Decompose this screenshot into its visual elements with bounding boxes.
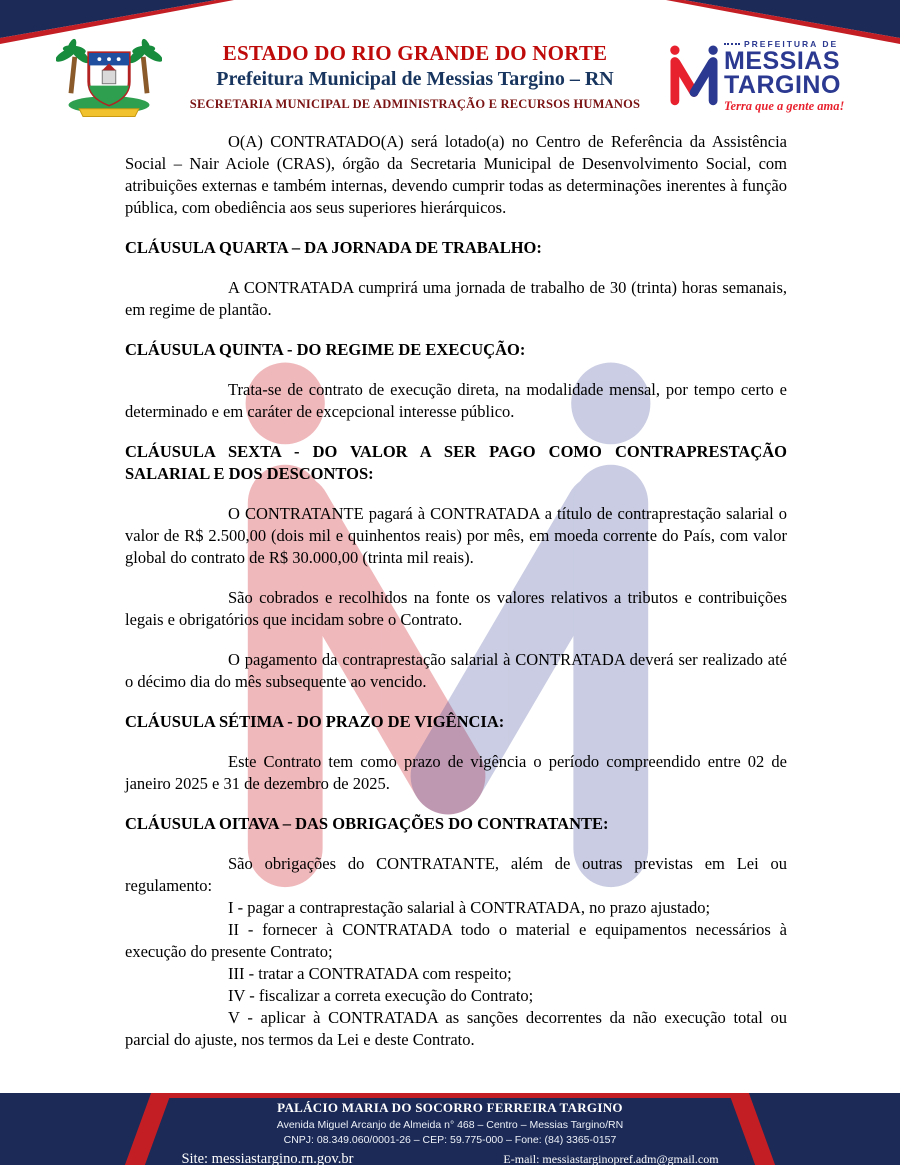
page-footer [0,1093,900,1165]
secretariat-title: SECRETARIA MUNICIPAL DE ADMINISTRAÇÃO E RECURSOS HUMANOS [189,96,641,111]
doc-paragraph: Trata-se de contrato de execução direta, na modalidade mensal, por tempo certo e determinado e em caráter de excepcional interesse público. [125,380,787,421]
m-logo-icon [668,45,720,107]
doc-item: IV - fiscalizar a correta execução do Contrato; [228,986,534,1005]
doc-item: III - tratar a CONTRATADA com respeito; [228,964,512,983]
doc-heading: CLÁUSULA QUARTA – DA JORNADA DE TRABALHO: [125,238,542,257]
doc-paragraph: São obrigações do CONTRATANTE, além de outras previstas em Lei ou regulamento: [125,854,787,895]
logo-slogan: Terra que a gente ama! [724,98,845,113]
doc-paragraph: O pagamento da contraprestação salarial à CONTRATADA deverá ser realizado até o décimo dia do mês subsequente ao vencido. [125,650,787,691]
footer-email-text: E-mail: messiastarginopref.adm@gmail.com [503,1152,719,1165]
dotted-line-icon [724,43,740,45]
footer-palace-name: PALÁCIO MARIA DO SOCORRO FERREIRA TARGINO [277,1100,623,1115]
letterhead-titles [162,41,668,112]
doc-item: V - aplicar à CONTRATADA as sanções decorrentes da não execução total ou parcial do ajuste, nos termos da Lei e deste Contrato. [125,1008,787,1049]
footer-cnpj-line: CNPJ: 08.349.060/0001-26 – CEP: 59.775-000 – Fone: (84) 3365-0157 [283,1134,617,1146]
municipality-title: Prefeitura Municipal de Messias Targino – RN [216,67,614,90]
city-logo [668,39,874,114]
footer-contact-row [0,1151,900,1165]
coat-of-arms-icon [56,31,162,121]
logo-prefeitura-text: PREFEITURA DE [744,38,839,49]
doc-heading: CLÁUSULA QUINTA - DO REGIME DE EXECUÇÃO: [125,340,526,359]
doc-paragraph: São cobrados e recolhidos na fonte os valores relativos a tributos e contribuições legais e obrigatórios que incidam sobre o Contrato. [125,588,787,629]
doc-paragraph: A CONTRATADA cumprirá uma jornada de trabalho de 30 (trinta) horas semanais, em regime de plantão. [125,278,787,319]
footer-site-text: Site: messiastargino.rn.gov.br [181,1151,354,1165]
doc-item: II - fornecer à CONTRATADA todo o material e equipamentos necessários à execução do presente Contrato; [125,920,787,961]
footer-content [0,1093,900,1165]
doc-heading: CLÁUSULA SEXTA - DO VALOR A SER PAGO COMO CONTRAPRESTAÇÃO SALARIAL E DOS DESCONTOS: [125,442,787,483]
footer-address: Avenida Miguel Arcanjo de Almeida n° 468 – Centro – Messias Targino/RN [276,1119,624,1131]
state-title: ESTADO DO RIO GRANDE DO NORTE [222,40,608,65]
logo-city-name-line1: MESSIAS [724,46,841,75]
doc-paragraph: Este Contrato tem como prazo de vigência o período compreendido entre 02 de janeiro 2025 e 31 de dezembro de 2025. [125,752,787,793]
doc-paragraph: O(A) CONTRATADO(A) será lotado(a) no Centro de Referência da Assistência Social – Nair Aciole (CRAS), órgão da Secretaria Municipal de Desenvolvimento Social, com atribuições externas e também internas, devendo cumprir todas as determinações inerentes à função pública, com obediência aos seus superiores hierárquicos. [125,132,787,217]
letterhead [42,28,874,124]
logo-city-name-line2: TARGINO [724,70,841,99]
doc-heading: CLÁUSULA OITAVA – DAS OBRIGAÇÕES DO CONTRATANTE: [125,814,609,833]
document-body [125,131,787,1051]
doc-heading: CLÁUSULA SÉTIMA - DO PRAZO DE VIGÊNCIA: [125,712,505,731]
doc-paragraph: O CONTRATANTE pagará à CONTRATADA a título de contraprestação salarial o valor de R$ 2.500,00 (dois mil e quinhentos reais) por mês, em moeda corrente do País, com valor global do contrato de R$ 30.000,00 (trinta mil reais). [125,504,787,567]
doc-item: I - pagar a contraprestação salarial à CONTRATADA, no prazo ajustado; [228,898,711,917]
city-logo-text [724,39,844,114]
